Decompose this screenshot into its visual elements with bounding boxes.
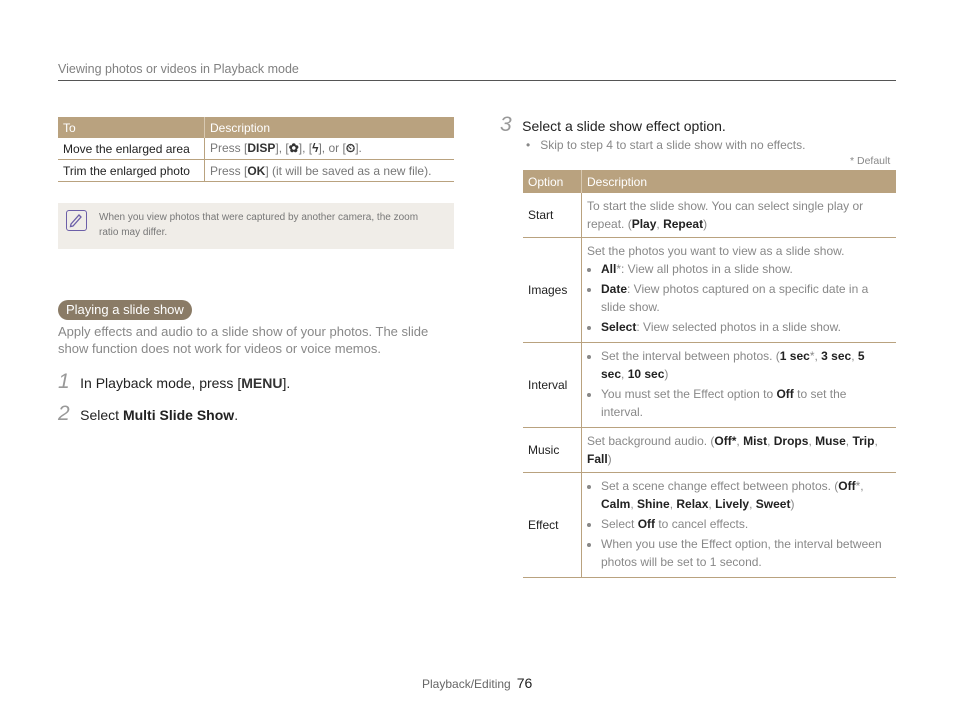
bold-text: Drops <box>773 434 809 448</box>
list-item <box>601 260 891 278</box>
list <box>587 260 891 336</box>
interval-description <box>582 343 897 428</box>
option-images: Images <box>523 238 582 343</box>
text: ) <box>790 497 795 511</box>
text: , <box>708 497 716 511</box>
col-description: Description <box>205 117 455 138</box>
text: Skip to step 4 to start a slide show with no effects. <box>540 138 806 152</box>
text: , <box>749 497 756 511</box>
step-text: Select a slide show effect option. <box>522 118 726 134</box>
bold-text: Play <box>631 217 657 231</box>
ok-key: OK <box>247 163 266 178</box>
effect-description <box>582 473 897 578</box>
text: , <box>851 349 858 363</box>
text: ) <box>664 367 669 381</box>
images-description <box>582 238 897 343</box>
text: Set a scene change effect between photos. ( <box>601 479 839 493</box>
step-number: 1 <box>58 370 70 393</box>
row-description <box>205 160 455 182</box>
bold-text: 3 sec <box>821 349 852 363</box>
table-row <box>523 473 896 578</box>
macro-icon: ✿ <box>288 141 299 155</box>
flash-icon: ϟ <box>312 141 319 155</box>
bold-text: Off <box>637 517 656 531</box>
option-start: Start <box>523 193 582 238</box>
page-footer <box>422 675 532 691</box>
note-text: When you view photos that were captured by another camera, the zoom ratio may differ. <box>99 212 419 238</box>
bold-text: Sweet <box>755 497 791 511</box>
step-3-sub: • Skip to step 4 to start a slide show with no effects. <box>526 138 806 152</box>
text: ) <box>703 217 708 231</box>
text: ], or [ <box>318 141 346 155</box>
disp-key: DISP <box>247 141 276 155</box>
option-music: Music <box>523 428 582 473</box>
bold-text: Fall <box>587 452 608 466</box>
text: , <box>874 434 878 448</box>
step-number: 2 <box>58 402 70 425</box>
text: *: View all photos in a slide show. <box>616 262 793 276</box>
text: Press [ <box>210 141 248 155</box>
slide-show-options-table <box>523 170 896 578</box>
bold-text: Mist <box>743 434 768 448</box>
bold-text: Calm <box>601 497 631 511</box>
bold-text: Date <box>601 282 628 296</box>
text: To start the slide show. You can select single play or repeat. ( <box>587 199 864 231</box>
list-item: • When you use the Effect option, the interval between photos will be set to 1 second. <box>601 535 891 571</box>
text: , <box>845 434 853 448</box>
text: In Playback mode, press [ <box>80 375 242 391</box>
table-row <box>523 343 896 428</box>
step-text <box>80 375 290 391</box>
text: . <box>234 407 239 423</box>
step-2 <box>58 402 238 426</box>
table-row <box>523 238 896 343</box>
option-effect: Effect <box>523 473 582 578</box>
text: : View selected photos in a slide show. <box>636 320 841 334</box>
table-row <box>523 428 896 473</box>
text: You must set the Effect option to <box>601 387 777 401</box>
bold-text: Off <box>776 387 794 401</box>
list-item <box>601 280 891 316</box>
table-row <box>58 138 454 160</box>
col-option: Option <box>523 170 582 193</box>
bold-text: All <box>601 262 617 276</box>
list-item <box>601 347 891 383</box>
bold-text: Off* <box>714 434 737 448</box>
bold-text: 5 sec <box>601 349 865 381</box>
list-item <box>601 515 891 533</box>
text: , <box>669 497 677 511</box>
text: to set the interval. <box>601 387 847 419</box>
section-paragraph: Apply effects and audio to a slide show of your photos. The slide show function does not work for videos or voice memos. <box>58 324 429 356</box>
col-to: To <box>58 117 205 138</box>
text: Set the interval between photos. ( <box>601 349 780 363</box>
step-1 <box>58 370 290 394</box>
step-3 <box>500 113 726 137</box>
text: Set background audio. ( <box>587 434 715 448</box>
list-item <box>601 477 891 513</box>
header-rule <box>58 80 896 81</box>
text: , <box>767 434 774 448</box>
footer-section: Playback/Editing <box>422 677 511 691</box>
text: ], [ <box>275 141 289 155</box>
step-text <box>80 407 238 423</box>
text: to cancel effects. <box>655 517 749 531</box>
text: , <box>621 367 628 381</box>
option-interval: Interval <box>523 343 582 428</box>
bold-text: Relax <box>676 497 709 511</box>
bold-text: Lively <box>715 497 750 511</box>
bold-text: 1 sec <box>779 349 810 363</box>
list-item <box>601 318 891 336</box>
page-number: 76 <box>516 675 533 691</box>
text: ], [ <box>298 141 313 155</box>
bold-text: Trip <box>852 434 875 448</box>
page-header: Viewing photos or videos in Playback mode <box>58 62 299 76</box>
list <box>587 477 891 571</box>
step-number: 3 <box>500 113 512 136</box>
text: Press [ <box>210 163 248 178</box>
text: Set the photos you want to view as a slide show. <box>587 244 845 258</box>
list <box>587 347 891 421</box>
text: , <box>808 434 816 448</box>
text: ) <box>607 452 612 466</box>
timer-icon: ⏲ <box>345 141 356 155</box>
zoom-table <box>58 117 454 182</box>
text: ] (it will be saved as a new file). <box>265 163 432 178</box>
row-description <box>205 138 455 160</box>
note-pencil-icon <box>66 210 87 231</box>
table-row <box>523 193 896 238</box>
text: ]. <box>355 141 362 155</box>
bold-text: Off <box>838 479 856 493</box>
menu-key: MENU <box>241 375 283 391</box>
bold-text: 10 sec <box>627 367 665 381</box>
bold-text: Multi Slide Show <box>122 407 235 423</box>
text: ]. <box>282 375 291 391</box>
music-description <box>582 428 897 473</box>
text: , <box>656 217 664 231</box>
row-to: Move the enlarged area <box>58 138 205 160</box>
bold-text: Repeat <box>663 217 704 231</box>
col-description: Description <box>582 170 897 193</box>
text: , <box>736 434 744 448</box>
table-row <box>58 160 454 182</box>
list-item <box>601 385 891 421</box>
text: *, <box>855 479 864 493</box>
row-to: Trim the enlarged photo <box>58 160 205 182</box>
bold-text: Shine <box>637 497 670 511</box>
start-description <box>582 193 897 238</box>
text: , <box>630 497 638 511</box>
default-note: * Default <box>850 155 891 167</box>
text: Select <box>601 517 638 531</box>
section-title: Playing a slide show <box>58 300 192 320</box>
text: : View photos captured on a specific date in a slide show. <box>601 282 869 314</box>
text: *, <box>809 349 822 363</box>
bold-text: Muse <box>815 434 846 448</box>
text: Select <box>80 407 123 423</box>
bold-text: Select <box>601 320 637 334</box>
